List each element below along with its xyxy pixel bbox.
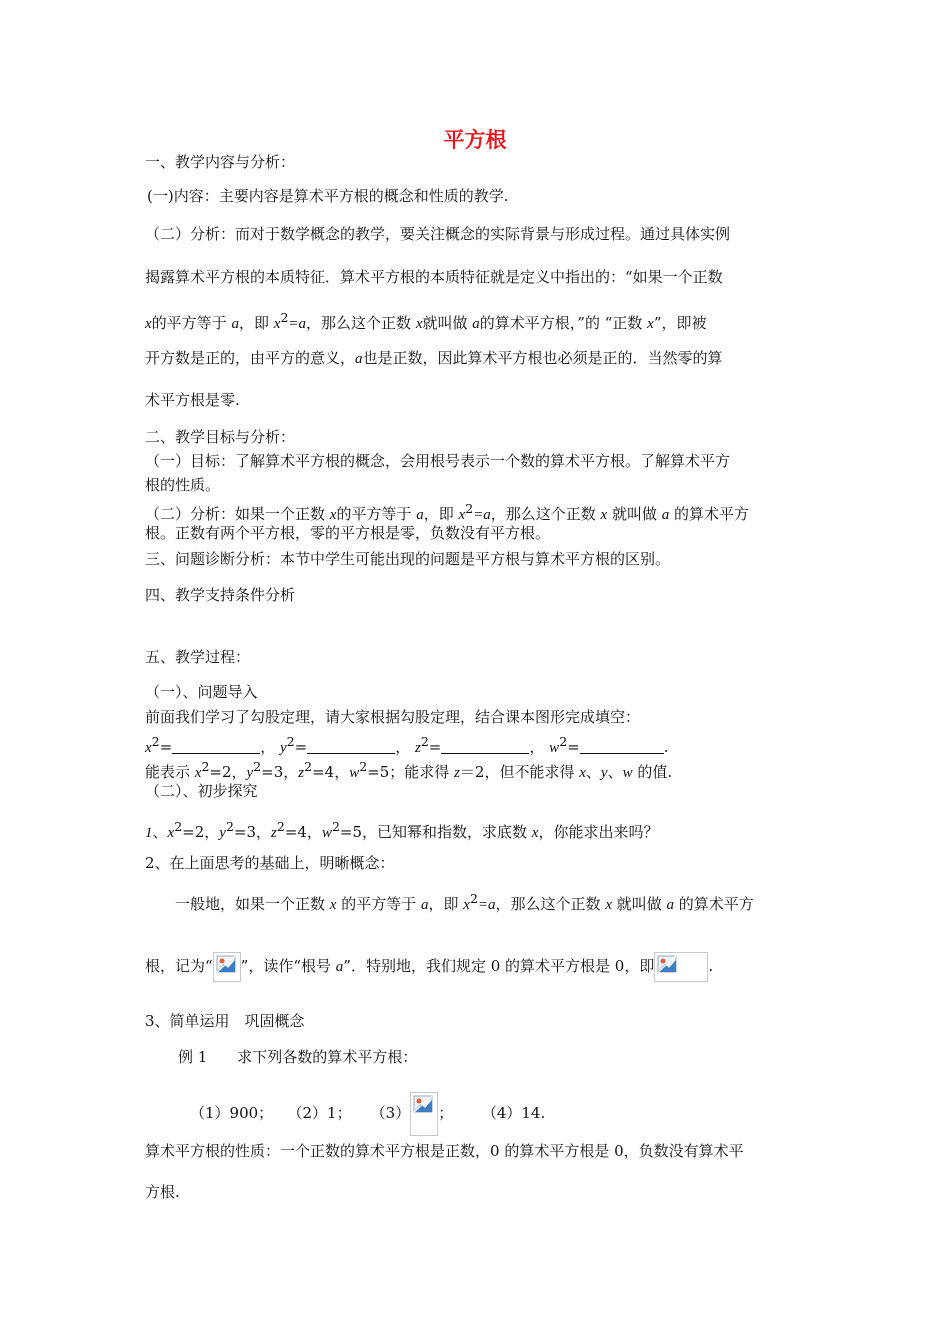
example1-line: 例 1 求下列各数的算术平方根： (178, 1048, 418, 1066)
section1-analysis-line4: 开方数是正的，由平方的意义，a也是正数，因此算术平方根也必须是正的．当然零的算 (145, 349, 723, 367)
section2-analysis-line1: （二）分析：如果一个正数 x的平方等于 a，即 $x^2=a$，那么这个正数 x 就叫做 a 的算术平方 (145, 501, 750, 523)
blank-z-squared[interactable] (441, 738, 529, 754)
blank-x-squared[interactable] (172, 738, 260, 754)
section3-text: 三、问题诊断分析：本节中学生可能出现的问题是平方根与算术平方根的区别。 (145, 550, 671, 568)
section1-content: (一)内容：主要内容是算术平方根的概念和性质的教学. (147, 187, 509, 205)
subsection-initial-exploration: （二）、初步探究 (145, 782, 258, 800)
section2-goal-line1: （一）目标：了解算术平方根的概念，会用根号表示一个数的算术平方根。了解算术平方 (145, 452, 731, 470)
property-line2: 方根. (145, 1183, 180, 1201)
section4-heading: 四、教学支持条件分析 (145, 586, 296, 604)
intro-text: 前面我们学习了勾股定理，请大家根据勾股定理，结合课本图形完成填空： (145, 708, 641, 726)
broken-image-icon (654, 952, 708, 982)
question1-line: 1、$x^2=2$，$y^2=3$，$z^2=4$，$w^2=5$，已知幂和指数，求底数 x，你能求出来吗？ (145, 819, 659, 841)
can-express-line: 能表示 $x^2=2$，$y^2=3$，$z^2=4$，$w^2=5$；能求得 z＝2，但不能求得 x、y、w 的值. (145, 759, 673, 781)
document-title: 平方根 (443, 128, 507, 152)
property-line1: 算术平方根的性质：一个正数的算术平方根是正数，0 的算术平方根是 0，负数没有算术平 (145, 1142, 744, 1160)
question3-line: 3、简单运用 巩固概念 (145, 1012, 305, 1030)
section5-heading: 五、教学过程： (145, 648, 251, 666)
blank-w-squared[interactable] (580, 738, 664, 754)
section1-analysis-line1: （二）分析：而对于数学概念的教学，要关注概念的实际背景与形成过程。通过具体实例 (145, 225, 731, 243)
section1-analysis-line3: x的平方等于 a，即 $x^2=a$，那么这个正数 x就叫做 a的算术平方根，”的 “正数 x”，即被 (145, 310, 707, 332)
question2-line: 2、在上面思考的基础上，明晰概念： (145, 854, 395, 872)
broken-image-icon (410, 1092, 438, 1136)
subsection-problem-intro: （一）、问题导入 (145, 683, 258, 701)
fill-in-blanks-line: $x^2=$ ， $y^2=$ ， $z^2=$ ， $w^2=$ . (145, 734, 669, 756)
blank-y-squared[interactable] (307, 738, 395, 754)
definition-line1: 一般地，如果一个正数 x 的平方等于 a，即 $x^2=a$，那么这个正数 x 就叫做 a 的算术平方 (175, 891, 754, 913)
example-items-line: （1）900； （2）1； （3） ； （4）14. (190, 1092, 790, 1136)
section2-analysis-line2: 根。正数有两个平方根，零的平方根是零，负数没有平方根。 (145, 524, 551, 542)
section1-analysis-line2: 揭露算术平方根的本质特征．算术平方根的本质特征就是定义中指出的：“如果一个正数 (145, 268, 723, 286)
definition-line2: 根，记为“ ”，读作“根号 a”．特别地，我们规定 0 的算术平方根是 0，即 . (145, 952, 815, 982)
section1-analysis-line5: 术平方根是零. (145, 391, 240, 409)
section2-goal-line2: 根的性质。 (145, 476, 221, 494)
section2-heading: 二、教学目标与分析： (145, 428, 296, 446)
broken-image-icon (213, 952, 241, 982)
section1-heading: 一、教学内容与分析： (145, 153, 296, 171)
